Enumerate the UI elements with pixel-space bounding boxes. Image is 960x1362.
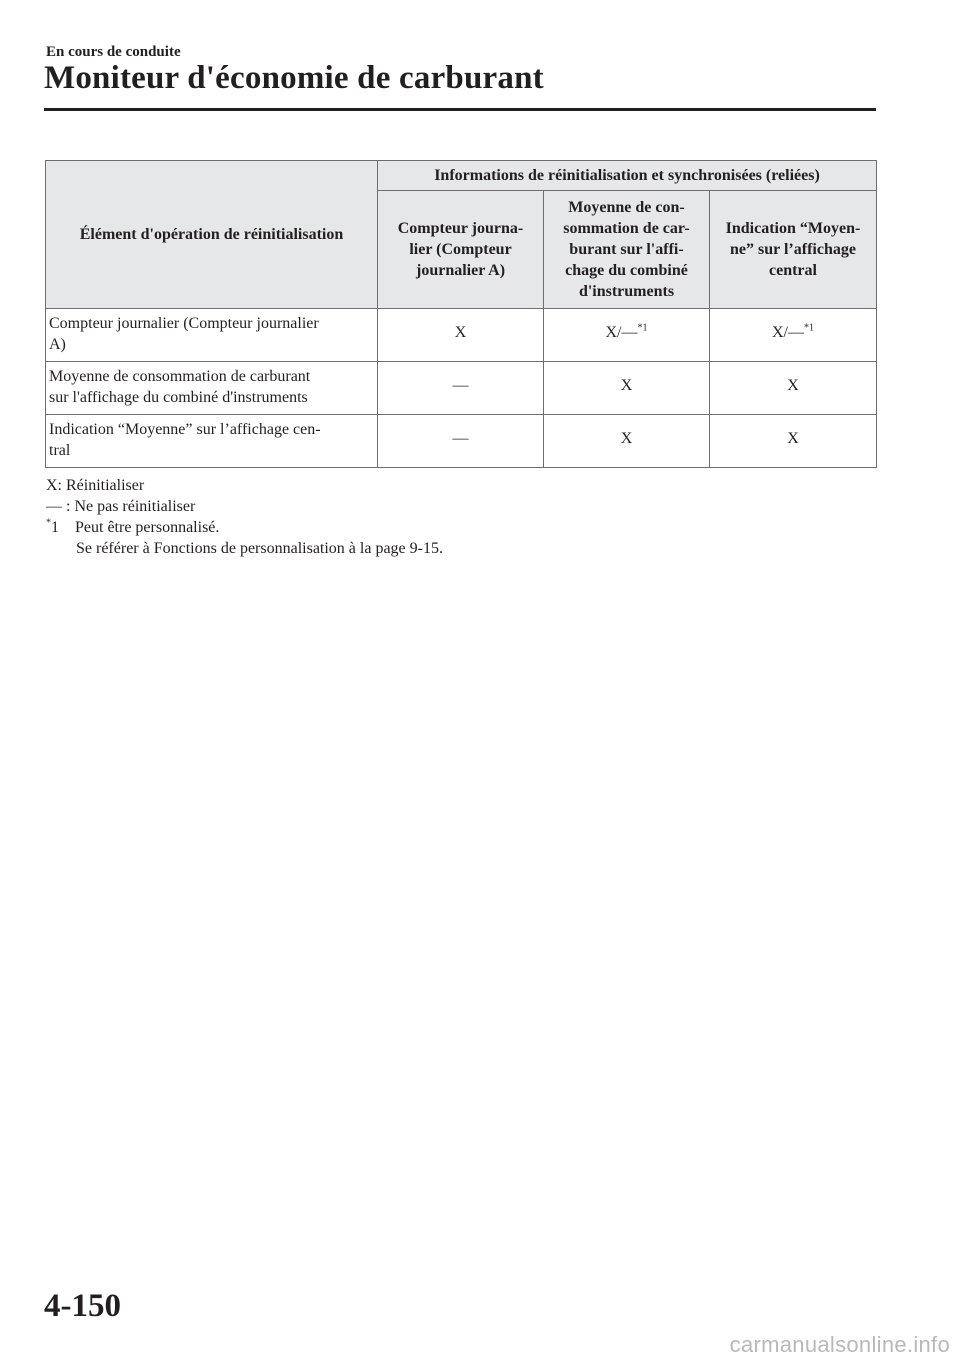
table-cell <box>378 415 544 468</box>
row-label-line: Compteur journalier (Compteur journalier <box>49 315 319 332</box>
header-col-line: Moyenne de con- <box>568 199 685 216</box>
row-label-line: A) <box>49 336 66 353</box>
cell-value: — <box>452 429 469 447</box>
header-col-line: chage du combiné <box>565 262 688 279</box>
footnote-mark: * <box>46 517 51 529</box>
row-label-line: Moyenne de consommation de carburant <box>49 368 311 385</box>
reset-table <box>45 160 877 468</box>
legend-reset: X: Réinitialiser <box>46 477 145 494</box>
header-col-trip-meter <box>378 191 544 309</box>
cell-value: — <box>452 376 469 394</box>
footnote-number: 1 <box>51 519 59 536</box>
row-label-line: Indication “Moyenne” sur l’affichage cen- <box>49 421 321 438</box>
cell-value: X <box>454 323 467 341</box>
header-col-line: sommation de car- <box>563 220 690 237</box>
cell-value: X <box>620 376 633 394</box>
cell-footnote: *1 <box>637 322 648 334</box>
cell-footnote: *1 <box>804 322 814 334</box>
row-label <box>46 309 378 362</box>
table-cell <box>544 415 710 468</box>
header-col-line: burant sur l'affi- <box>569 241 684 258</box>
row-label <box>46 415 378 468</box>
header-col-line: Compteur journa- <box>397 220 524 237</box>
header-col-line: ne” sur l’affichage <box>730 241 856 258</box>
header-col-central-display <box>710 191 877 309</box>
footnote-reference: Se référer à Fonctions de personnalisation à la page 9-15. <box>76 540 443 557</box>
footnote-1 <box>46 517 443 538</box>
row-label-line: tral <box>49 442 71 459</box>
cell-value: X/— <box>605 323 638 341</box>
table-cell <box>378 309 544 362</box>
table-cell <box>710 309 877 362</box>
table-cell <box>378 362 544 415</box>
footnote-text: Peut être personnalisé. <box>75 519 220 536</box>
header-col-line: lier (Compteur <box>409 241 512 258</box>
title-rule <box>44 108 876 111</box>
table-row <box>46 415 877 468</box>
table-notes <box>46 475 443 559</box>
header-row-group <box>46 161 877 191</box>
row-label-line: sur l'affichage du combiné d'instruments <box>49 389 308 406</box>
table-cell <box>710 362 877 415</box>
table-cell <box>544 362 710 415</box>
watermark: carmanualsonline.info <box>729 1332 950 1357</box>
row-label <box>46 362 378 415</box>
header-col-line: central <box>769 262 817 279</box>
cell-value: X <box>787 376 799 394</box>
table-row <box>46 309 877 362</box>
table-row <box>46 362 877 415</box>
header-reset-info: Informations de réinitialisation et synchronisées (reliées) <box>378 161 877 191</box>
page-number: 4-150 <box>44 1288 121 1324</box>
table-cell <box>544 309 710 362</box>
header-col-avg-consumption <box>544 191 710 309</box>
page-title: Moniteur d'économie de carburant <box>44 60 544 96</box>
table-cell <box>710 415 877 468</box>
header-col-line: journalier A) <box>415 262 506 279</box>
header-reset-element: Élément d'opération de réinitialisation <box>46 161 378 309</box>
cell-value: X/— <box>772 323 804 341</box>
header-col-line: d'instruments <box>578 283 675 300</box>
header-col-line: Indication “Moyen- <box>725 220 861 237</box>
legend-no-reset: — : Ne pas réinitialiser <box>46 498 196 515</box>
cell-value: X <box>620 429 633 447</box>
section-label: En cours de conduite <box>46 44 181 60</box>
cell-value: X <box>787 429 799 447</box>
